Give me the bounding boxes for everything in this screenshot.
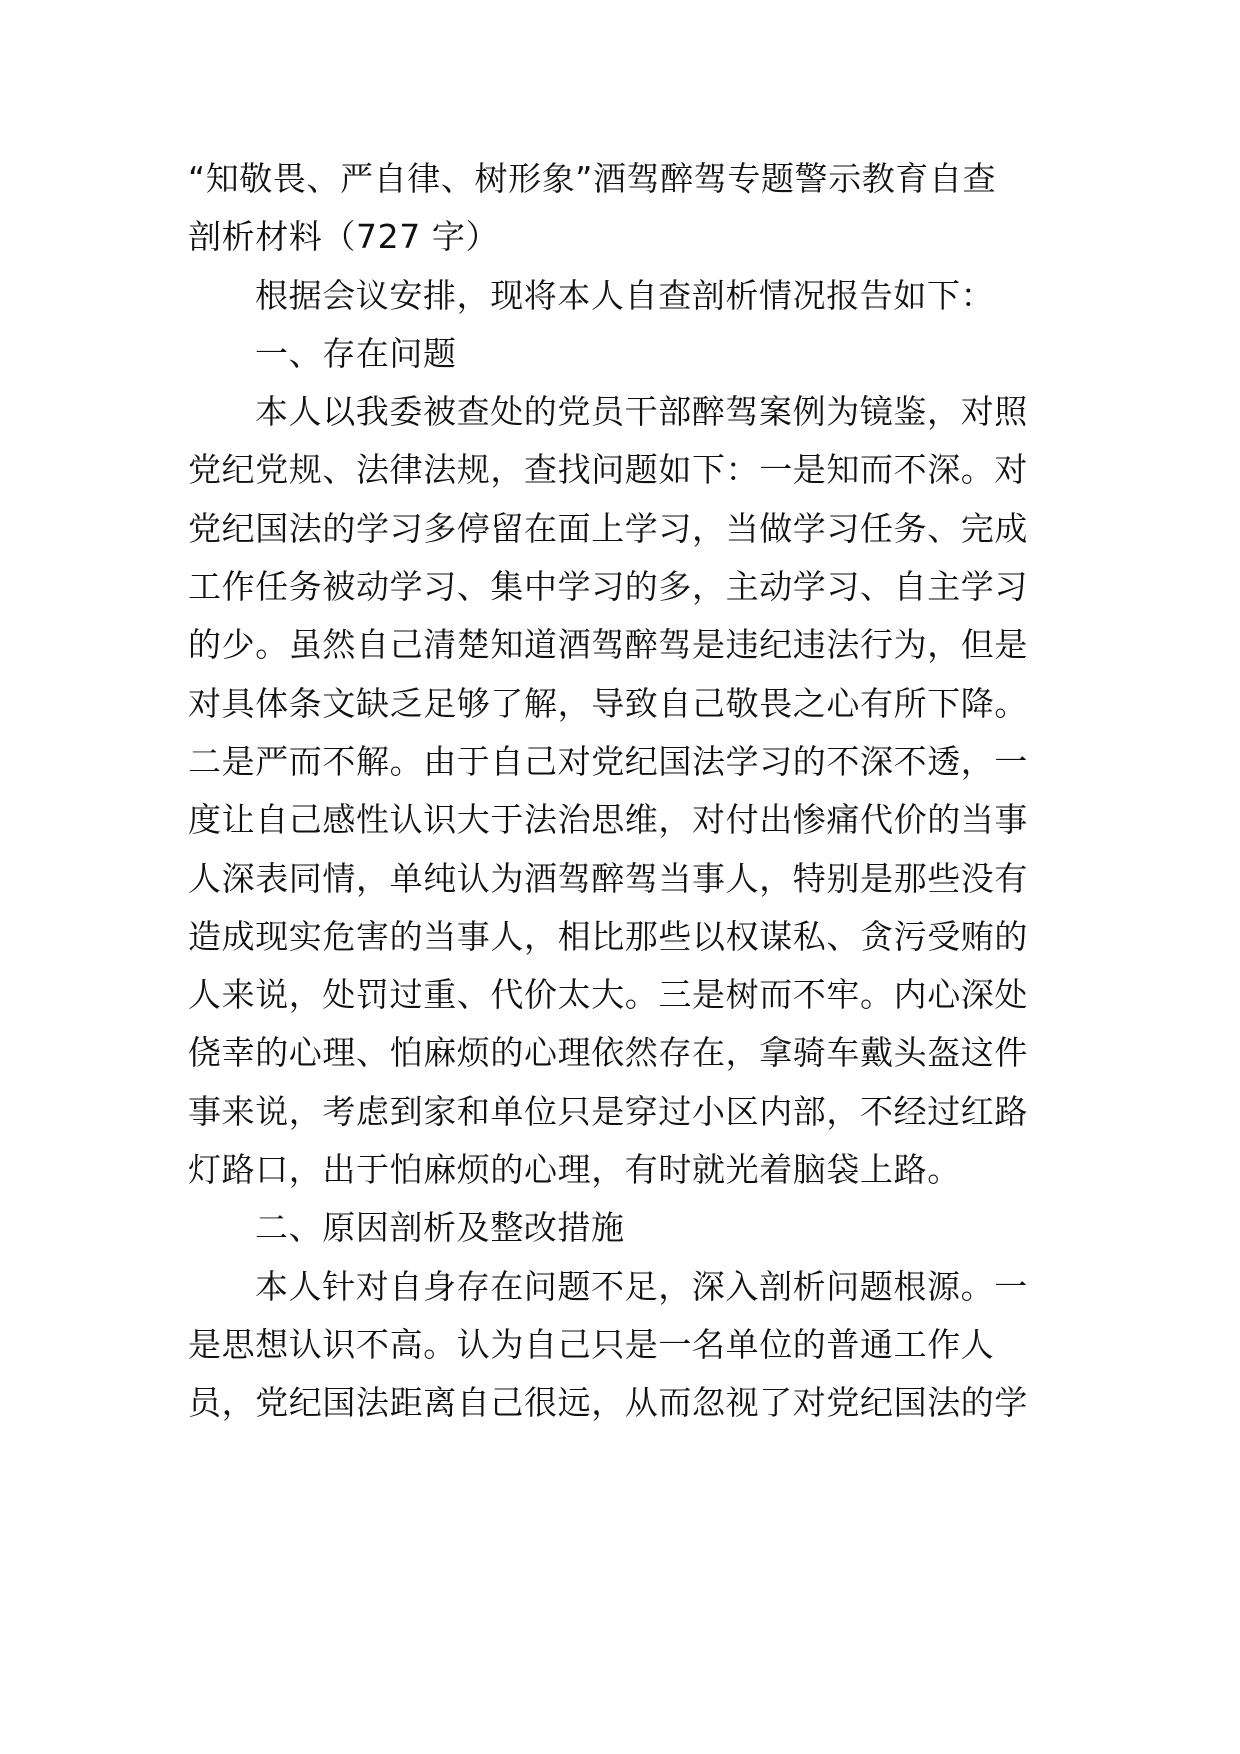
body-text-line: 人来说，处罚过重、代价太大。三是树而不牢。内心深处 xyxy=(188,975,1028,1015)
body-text-line: 侥幸的心理、怕麻烦的心理依然存在，拿骑车戴头盔这件 xyxy=(188,1033,1028,1073)
body-text-line: 事来说，考虑到家和单位只是穿过小区内部，不经过红路 xyxy=(188,1091,1028,1131)
body-text-line: 员，党纪国法距离自己很远，从而忽视了对党纪国法的学 xyxy=(188,1383,1028,1423)
body-text-line: 党纪国法的学习多停留在面上学习，当做学习任务、完成 xyxy=(188,508,1028,548)
body-text-line: 造成现实危害的当事人，相比那些以权谋私、贪污受贿的 xyxy=(188,916,1028,956)
section-1-heading: 一、存在问题 xyxy=(255,333,457,373)
body-text-line: 度让自己感性认识大于法治思维，对付出惨痛代价的当事 xyxy=(188,800,1028,840)
section-2-body xyxy=(188,1258,1058,1433)
title-line-2: 剖析材料（727 字） xyxy=(188,217,500,257)
section-1-body xyxy=(188,383,1058,1199)
body-text-line: 二是严而不解。由于自己对党纪国法学习的不深不透，一 xyxy=(188,741,1028,781)
body-text-line: 本人针对自身存在问题不足，深入剖析问题根源。一 xyxy=(255,1266,1028,1306)
section-2-heading: 二、原因剖析及整改措施 xyxy=(255,1208,625,1248)
body-text-line: 是思想认识不高。认为自己只是一名单位的普通工作人 xyxy=(188,1324,995,1364)
body-text-line: 灯路口，出于怕麻烦的心理，有时就光着脑袋上路。 xyxy=(188,1150,961,1190)
document-page xyxy=(188,150,1058,1433)
body-text-line: 工作任务被动学习、集中学习的多，主动学习、自主学习 xyxy=(188,567,1028,607)
body-text-line: 党纪党规、法律法规，查找问题如下：一是知而不深。对 xyxy=(188,450,1028,490)
intro-paragraph: 根据会议安排，现将本人自查剖析情况报告如下： xyxy=(255,275,995,315)
body-text-line: 对具体条文缺乏足够了解，导致自己敬畏之心有所下降。 xyxy=(188,683,1028,723)
body-text-line: 人深表同情，单纯认为酒驾醉驾当事人，特别是那些没有 xyxy=(188,858,1028,898)
body-text-line: 本人以我委被查处的党员干部醉驾案例为镜鉴，对照 xyxy=(255,392,1028,432)
title-line-1: “知敬畏、严自律、树形象”酒驾醉驾专题警示教育自查 xyxy=(188,159,997,198)
body-text-line: 的少。虽然自己清楚知道酒驾醉驾是违纪违法行为，但是 xyxy=(188,625,1028,665)
